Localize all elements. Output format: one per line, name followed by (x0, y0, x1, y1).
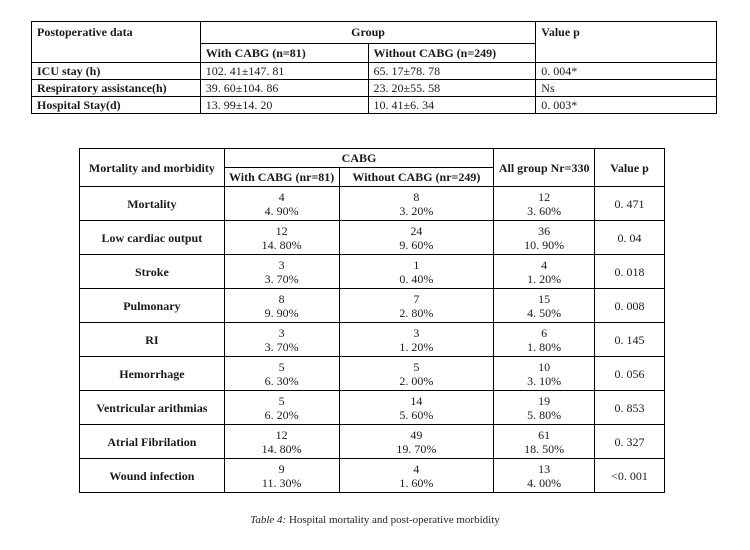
with-cabg-cell (224, 459, 339, 493)
count: 36 (538, 223, 551, 238)
count: 8 (278, 291, 285, 306)
all-group-cell (494, 459, 595, 493)
without-cabg-cell (339, 391, 494, 425)
count: 61 (538, 427, 551, 442)
table-row (32, 80, 717, 97)
percent: 3. 20% (399, 203, 434, 218)
percent: 2. 00% (399, 373, 434, 388)
table-row (80, 289, 665, 323)
table-row (32, 97, 717, 114)
without-cabg-cell (339, 425, 494, 459)
percent: 0. 40% (399, 271, 434, 286)
without-cabg-value: 23. 20±55. 58 (368, 80, 536, 97)
row-label: Atrial Fibrilation (80, 425, 225, 459)
count: 12 (275, 223, 288, 238)
count: 5 (278, 393, 285, 408)
count: 49 (410, 427, 423, 442)
without-cabg-cell (339, 221, 494, 255)
count: 8 (413, 189, 420, 204)
p-value: 0. 003* (536, 97, 717, 114)
with-cabg-cell (224, 255, 339, 289)
row-label: Hospital Stay(d) (32, 97, 201, 114)
table-row (80, 391, 665, 425)
count: 19 (538, 393, 551, 408)
count: 14 (410, 393, 423, 408)
with-cabg-cell (224, 289, 339, 323)
with-cabg-cell (224, 391, 339, 425)
percent: 14. 80% (261, 237, 302, 252)
row-label: Wound infection (80, 459, 225, 493)
percent: 10. 90% (524, 237, 565, 252)
cabg-header: CABG (224, 149, 493, 168)
row-label: Low cardiac output (80, 221, 225, 255)
without-cabg-cell (339, 187, 494, 221)
without-cabg-value: 65. 17±78. 78 (368, 63, 536, 80)
percent: 5. 80% (527, 407, 562, 422)
caption-label: Table 4: (250, 514, 287, 526)
table-row (80, 323, 665, 357)
table-row (80, 357, 665, 391)
postoperative-data-header: Postoperative data (32, 22, 201, 63)
row-label: Hemorrhage (80, 357, 225, 391)
all-group-cell (494, 323, 595, 357)
value-p-header: Value p (536, 22, 717, 63)
with-cabg-cell (224, 221, 339, 255)
percent: 6. 30% (264, 373, 299, 388)
count: 10 (538, 359, 551, 374)
percent: 5. 60% (399, 407, 434, 422)
without-cabg-header: Without CABG (n=249) (368, 44, 536, 63)
percent: 4. 00% (527, 475, 562, 490)
postoperative-data-table (31, 21, 717, 114)
p-value: 0. 04 (595, 221, 665, 255)
p-value: 0. 008 (595, 289, 665, 323)
count: 12 (275, 427, 288, 442)
percent: 18. 50% (524, 441, 565, 456)
all-group-cell (494, 425, 595, 459)
all-group-header: All group Nr=330 (494, 149, 595, 187)
all-group-cell (494, 221, 595, 255)
count: 24 (410, 223, 423, 238)
table-row (80, 255, 665, 289)
all-group-cell (494, 357, 595, 391)
percent: 3. 10% (527, 373, 562, 388)
percent: 1. 60% (399, 475, 434, 490)
count: 13 (538, 461, 551, 476)
count: 3 (278, 257, 285, 272)
with-cabg-cell (224, 323, 339, 357)
caption-text: Hospital mortality and post-operative morbidity (286, 514, 500, 526)
with-cabg-header: With CABG (nr=81) (224, 168, 339, 187)
p-value: 0. 056 (595, 357, 665, 391)
percent: 3. 60% (527, 203, 562, 218)
p-value: 0. 853 (595, 391, 665, 425)
count: 3 (278, 325, 285, 340)
count: 4 (541, 257, 548, 272)
all-group-cell (494, 391, 595, 425)
without-cabg-cell (339, 289, 494, 323)
without-cabg-cell (339, 357, 494, 391)
table-row (80, 187, 665, 221)
percent: 1. 20% (527, 271, 562, 286)
with-cabg-value: 39. 60±104. 86 (200, 80, 368, 97)
p-value: 0. 327 (595, 425, 665, 459)
table-header-row (80, 149, 665, 168)
percent: 4. 90% (264, 203, 299, 218)
row-label: Pulmonary (80, 289, 225, 323)
percent: 6. 20% (264, 407, 299, 422)
without-cabg-header: Without CABG (nr=249) (339, 168, 494, 187)
row-label: Respiratory assistance(h) (32, 80, 201, 97)
all-group-cell (494, 255, 595, 289)
count: 12 (538, 189, 551, 204)
with-cabg-cell (224, 187, 339, 221)
p-value: Ns (536, 80, 717, 97)
p-value: 0. 004* (536, 63, 717, 80)
count: 5 (413, 359, 420, 374)
table-caption (0, 514, 750, 526)
table-header-row (32, 22, 717, 44)
percent: 9. 60% (399, 237, 434, 252)
row-label: Stroke (80, 255, 225, 289)
percent: 2. 80% (399, 305, 434, 320)
without-cabg-value: 10. 41±6. 34 (368, 97, 536, 114)
row-label: RI (80, 323, 225, 357)
row-label: Ventricular arithmias (80, 391, 225, 425)
percent: 14. 80% (261, 441, 302, 456)
count: 5 (278, 359, 285, 374)
with-cabg-value: 13. 99±14. 20 (200, 97, 368, 114)
table-row (80, 459, 665, 493)
percent: 9. 90% (264, 305, 299, 320)
table-row (32, 63, 717, 80)
count: 6 (541, 325, 548, 340)
with-cabg-value: 102. 41±147. 81 (200, 63, 368, 80)
mortality-morbidity-header: Mortality and morbidity (80, 149, 225, 187)
row-label: Mortality (80, 187, 225, 221)
all-group-cell (494, 187, 595, 221)
with-cabg-header: With CABG (n=81) (200, 44, 368, 63)
percent: 4. 50% (527, 305, 562, 320)
table-row (80, 221, 665, 255)
without-cabg-cell (339, 459, 494, 493)
p-value: 0. 471 (595, 187, 665, 221)
table-row (80, 425, 665, 459)
without-cabg-cell (339, 255, 494, 289)
with-cabg-cell (224, 425, 339, 459)
all-group-cell (494, 289, 595, 323)
p-value: 0. 018 (595, 255, 665, 289)
count: 9 (278, 461, 285, 476)
count: 4 (278, 189, 285, 204)
percent: 1. 80% (527, 339, 562, 354)
percent: 3. 70% (264, 271, 299, 286)
count: 7 (413, 291, 420, 306)
percent: 11. 30% (261, 475, 302, 490)
with-cabg-cell (224, 357, 339, 391)
row-label: ICU stay (h) (32, 63, 201, 80)
group-header: Group (200, 22, 535, 44)
percent: 19. 70% (396, 441, 437, 456)
p-value: 0. 145 (595, 323, 665, 357)
count: 15 (538, 291, 551, 306)
count: 1 (413, 257, 420, 272)
value-p-header: Value p (595, 149, 665, 187)
without-cabg-cell (339, 323, 494, 357)
percent: 3. 70% (264, 339, 299, 354)
count: 3 (413, 325, 420, 340)
p-value: <0. 001 (595, 459, 665, 493)
percent: 1. 20% (399, 339, 434, 354)
mortality-morbidity-table (79, 148, 665, 493)
count: 4 (413, 461, 420, 476)
